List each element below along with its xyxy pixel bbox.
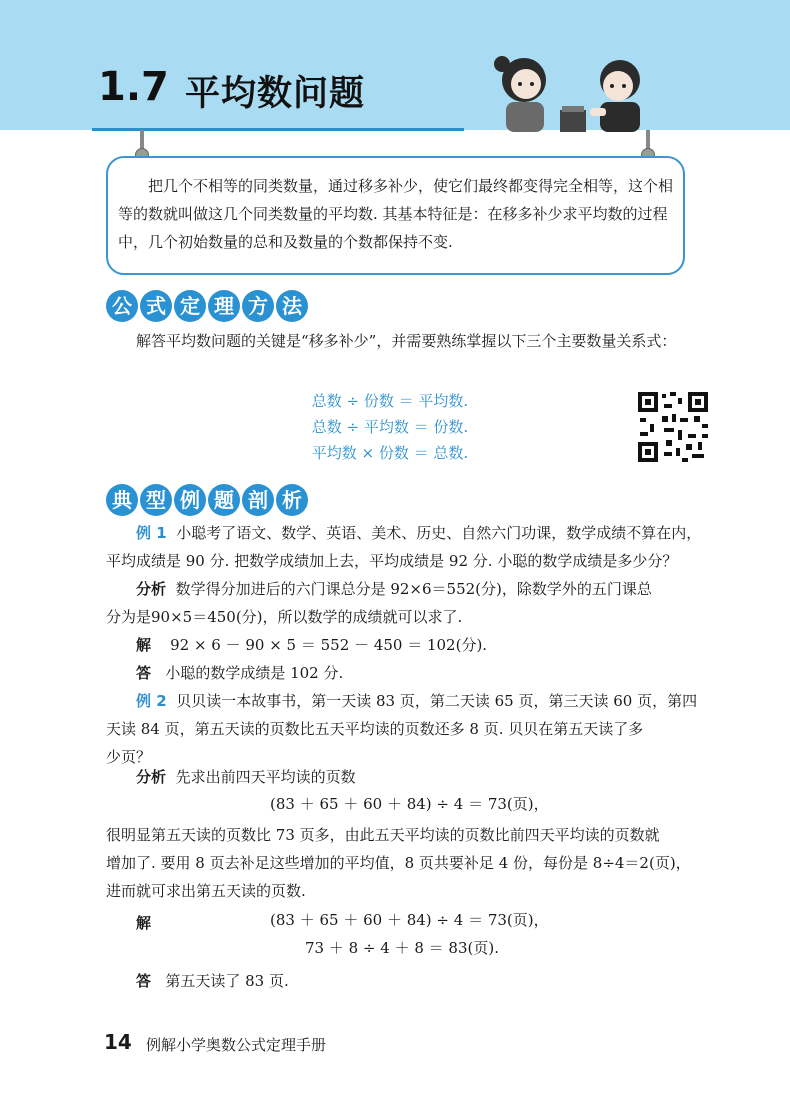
example2-line1 xyxy=(106,687,696,715)
banner-char: 定 xyxy=(174,290,206,322)
formula-3: 平均数 × 份数 ＝ 总数. xyxy=(311,444,469,462)
page-number: 14 xyxy=(104,1030,132,1054)
example1-line1 xyxy=(106,519,702,547)
example2-body-line1: 很明显第五天读的页数比 73 页多，由此五天平均读的页数比前四天平均读的页数就 xyxy=(106,826,660,844)
qr-code xyxy=(636,390,710,464)
header-rule xyxy=(92,128,464,131)
banner-char: 型 xyxy=(140,484,172,516)
banner-formulas xyxy=(106,290,308,322)
example2-equation-1: (83 ＋ 65 ＋ 60 ＋ 84) ÷ 4 ＝ 73(页)， xyxy=(270,795,549,813)
example1-answer-text: 小聪的数学成绩是 102 分. xyxy=(165,664,344,682)
banner-examples xyxy=(106,484,308,516)
example2-text-1: 贝贝读一本故事书，第一天读 83 页，第二天读 65 页，第三天读 60 页，第四 xyxy=(176,692,698,710)
example1-solution-text: 92 × 6 － 90 × 5 ＝ 552 － 450 ＝ 102(分). xyxy=(170,636,488,654)
example2-analysis-desc: 先求出前四天平均读的页数 xyxy=(175,768,356,786)
formula-1: 总数 ÷ 份数 ＝ 平均数. xyxy=(311,392,469,410)
example2-answer xyxy=(106,967,696,995)
section-title: 平均数问题 xyxy=(185,74,366,114)
example2-solution-eq2: 73 ＋ 8 ÷ 4 ＋ 8 ＝ 83(页). xyxy=(305,939,499,957)
example1-analysis-label: 分析 xyxy=(136,580,167,598)
example1-analysis-line1 xyxy=(106,575,696,603)
example1-solution-label: 解 xyxy=(136,636,152,654)
example2-line3: 少页？ xyxy=(106,748,152,766)
example2-body-line3: 进而就可求出第五天读的页数. xyxy=(106,882,306,900)
banner-char: 式 xyxy=(140,290,172,322)
example1-analysis-text-1: 数学得分加进后的六门课总分是 92×6＝552(分)，除数学外的五门课总 xyxy=(175,580,652,598)
banner-char: 理 xyxy=(208,290,240,322)
example1-answer-label: 答 xyxy=(136,664,152,682)
section-number: 1.7 xyxy=(98,64,169,110)
example1-label: 例 1 xyxy=(136,524,167,542)
banner-char: 题 xyxy=(208,484,240,516)
example2-answer-text: 第五天读了 83 页. xyxy=(165,972,289,990)
example2-answer-label: 答 xyxy=(136,972,152,990)
banner-char: 典 xyxy=(106,484,138,516)
example1-text-1: 小聪考了语文、数学、英语、美术、历史、自然六门功课，数学成绩不算在内， xyxy=(176,524,702,542)
example2-label: 例 2 xyxy=(136,692,167,710)
book-title: 例解小学奥数公式定理手册 xyxy=(146,1036,327,1054)
banner-char: 公 xyxy=(106,290,138,322)
example2-solution-label: 解 xyxy=(136,914,152,932)
example1-solution xyxy=(106,631,696,659)
banner-char: 方 xyxy=(242,290,274,322)
example2-analysis-label-row xyxy=(106,763,696,791)
children-illustration xyxy=(482,50,662,132)
example1-analysis-line2: 分为是90×5＝450(分)，所以数学的成绩就可以求了. xyxy=(106,608,463,626)
example1-line2: 平均成绩是 90 分. 把数学成绩加上去，平均成绩是 92 分. 小聪的数学成绩是多少分？ xyxy=(106,552,678,570)
banner-char: 例 xyxy=(174,484,206,516)
example2-solution-eq1: (83 ＋ 65 ＋ 60 ＋ 84) ÷ 4 ＝ 73(页)， xyxy=(270,911,549,929)
banner-char: 析 xyxy=(276,484,308,516)
formula-2: 总数 ÷ 平均数 ＝ 份数. xyxy=(311,418,469,436)
example2-body-line2: 增加了. 要用 8 页去补足这些增加的平均值，8 页共要补足 4 份，每份是 8÷4＝2(页)， xyxy=(106,854,691,872)
banner-char: 剖 xyxy=(242,484,274,516)
example1-answer xyxy=(106,659,696,687)
formulas-intro: 解答平均数问题的关键是“移多补少”，并需要熟练掌握以下三个主要数量关系式： xyxy=(136,332,677,350)
example2-analysis-label: 分析 xyxy=(136,768,167,786)
definition-text: 把几个不相等的同类数量，通过移多补少，使它们最终都变得完全相等，这个相等的数就叫做这几个同类数量的平均数. 其基本特征是：在移多补少求平均数的过程中，几个初始数量的总和及数量的个数都保持不变. xyxy=(118,177,674,251)
banner-char: 法 xyxy=(276,290,308,322)
example2-line2: 天读 84 页，第五天读的页数比五天平均读的页数还多 8 页. 贝贝在第五天读了多 xyxy=(106,720,644,738)
